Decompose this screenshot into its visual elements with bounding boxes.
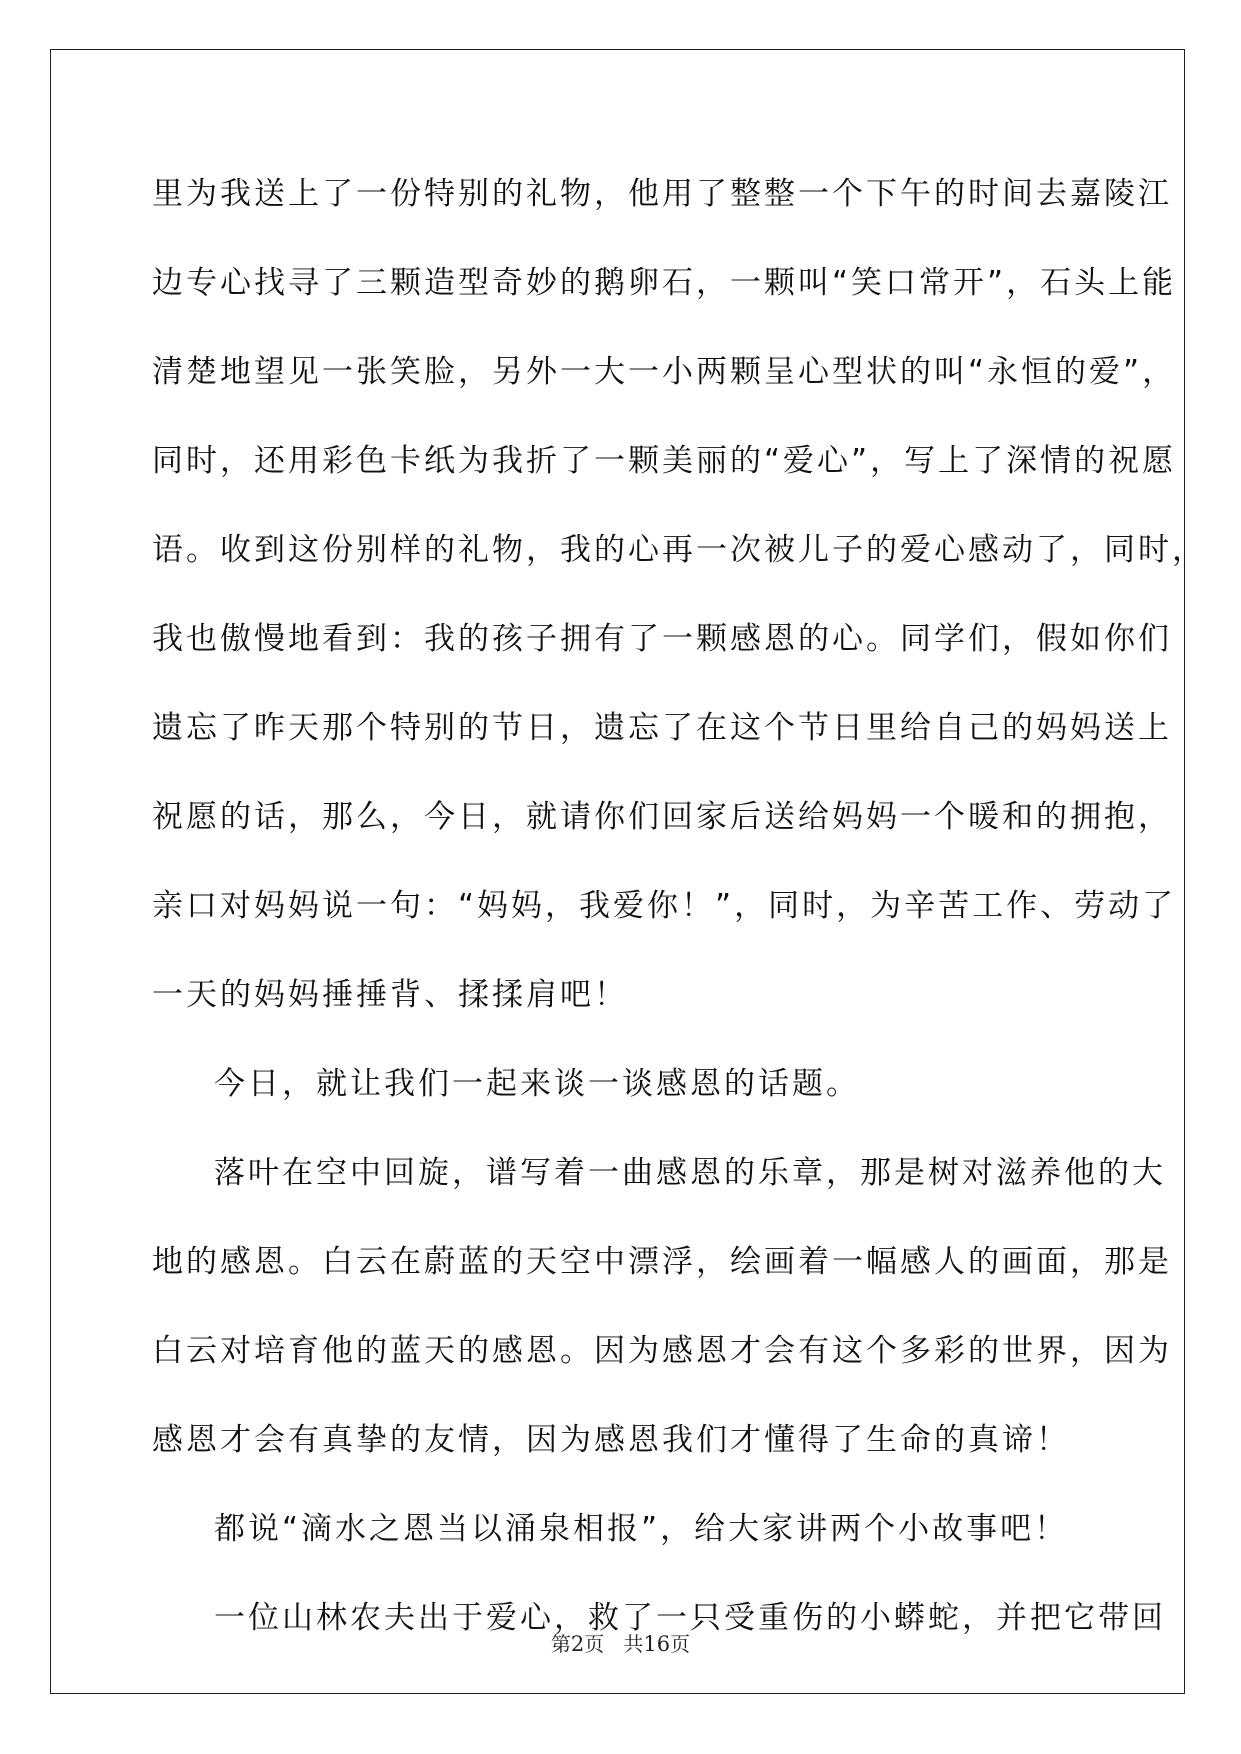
footer-total-suffix: 页 <box>670 1632 691 1656</box>
text-line: 地的感恩。白云在蔚蓝的天空中漂浮，绘画着一幅感人的画面，那是 <box>152 1244 1172 1280</box>
paragraph-first-line: 都说“滴水之恩当以涌泉相报”，给大家讲两个小故事吧！ <box>214 1511 1069 1547</box>
text-line: 祝愿的话，那么，今日，就请你们回家后送给妈妈一个暖和的拥抱， <box>152 799 1172 835</box>
text-line: 里为我送上了一份特别的礼物，他用了整整一个下午的时间去嘉陵江 <box>152 176 1172 212</box>
text-line: 语。收到这份别样的礼物，我的心再一次被儿子的爱心感动了，同时， <box>152 532 1206 568</box>
footer-total-prefix: 共 <box>623 1632 644 1656</box>
text-line: 同时，还用彩色卡纸为我折了一颗美丽的“爱心”，写上了深情的祝愿 <box>152 443 1177 479</box>
paragraph-first-line: 一位山林农夫出于爱心，救了一只受重伤的小蟒蛇，并把它带回 <box>214 1600 1166 1636</box>
text-line: 一天的妈妈捶捶背、揉揉肩吧！ <box>152 977 628 1013</box>
page-footer <box>0 1632 1241 1656</box>
footer-page-suffix: 页 <box>584 1632 605 1656</box>
total-page-count: 16 <box>643 1632 671 1656</box>
current-page-number: 2 <box>570 1632 585 1656</box>
text-line: 感恩才会有真挚的友情，因为感恩我们才懂得了生命的真谛！ <box>152 1422 1070 1458</box>
text-line: 我也傲慢地看到：我的孩子拥有了一颗感恩的心。同学们，假如你们 <box>152 621 1172 657</box>
text-line: 清楚地望见一张笑脸，另外一大一小两颗呈心型状的叫“永恒的爱”， <box>152 354 1177 390</box>
paragraph-first-line: 今日，就让我们一起来谈一谈感恩的话题。 <box>214 1066 860 1102</box>
document-body <box>152 150 1206 1663</box>
text-line: 白云对培育他的蓝天的感恩。因为感恩才会有这个多彩的世界，因为 <box>152 1333 1172 1369</box>
text-line: 边专心找寻了三颗造型奇妙的鹅卵石，一颗叫“笑口常开”，石头上能 <box>152 265 1177 301</box>
footer-prefix: 第 <box>550 1632 571 1656</box>
paragraph-first-line: 落叶在空中回旋，谱写着一曲感恩的乐章，那是树对滋养他的大 <box>214 1155 1166 1191</box>
text-line: 亲口对妈妈说一句：“妈妈，我爱你！”，同时，为辛苦工作、劳动了 <box>152 888 1177 924</box>
text-line: 遗忘了昨天那个特别的节日，遗忘了在这个节日里给自己的妈妈送上 <box>152 710 1172 746</box>
